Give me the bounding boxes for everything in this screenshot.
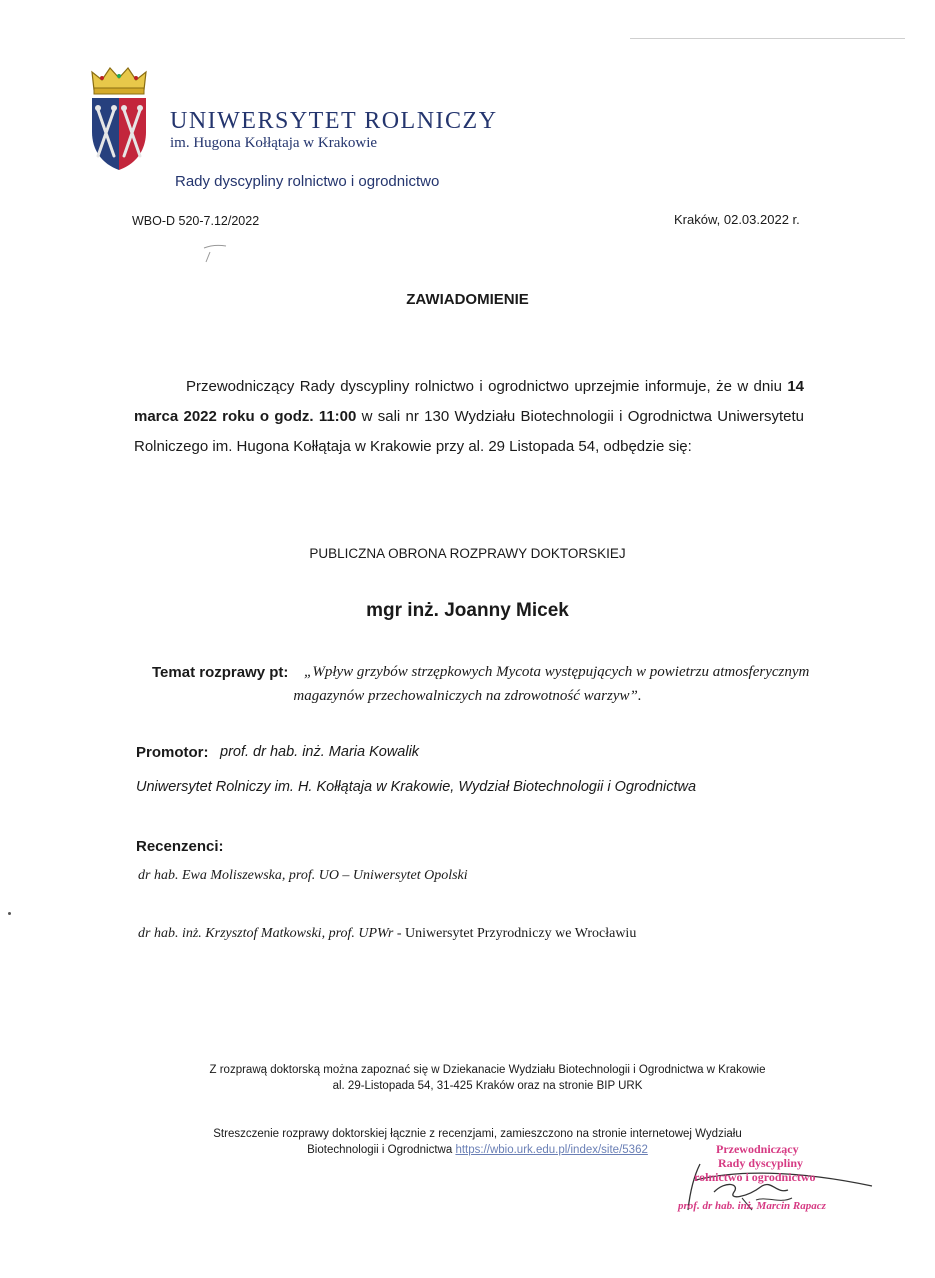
document-date: Kraków, 02.03.2022 r. <box>674 212 800 227</box>
notice-location: w sali nr 130 Wydziału Biotechnologii i Ogrodnictwa Uniwersytetu Rolniczego im. Hugona Kołłątaja w Krakowie przy al. 29 Listopada 54, odbędzie się: <box>134 408 804 455</box>
council-name: Rady dyscypliny rolnictwo i ogrodnictwo <box>175 173 440 190</box>
chair-stamp <box>676 1140 886 1224</box>
notice-intro: Przewodniczący Rady dyscypliny rolnictwo i ogrodnictwo uprzejmie informuje, że w dniu <box>186 378 788 395</box>
university-crest-icon <box>88 66 150 172</box>
stamp-line-4: prof. dr hab. inż. Marcin Rapacz <box>678 1200 826 1212</box>
promoter-affiliation: Uniwersytet Rolniczy im. H. Kołłątaja w Krakowie, Wydział Biotechnologii i Ogrodnictwa <box>136 779 697 795</box>
reviewer-1: dr hab. Ewa Moliszewska, prof. UO – Uniwersytet Opolski <box>138 868 468 883</box>
university-subtitle: im. Hugona Kołłątaja w Krakowie <box>170 135 378 151</box>
reference-number: WBO-D 520-7.12/2022 <box>132 214 260 228</box>
footer-note-1-line-1: Z rozprawą doktorską można zapoznać się w Dziekanacie Wydziału Biotechnologii i Ogrodnictwa w Krakowie <box>209 1064 766 1076</box>
topic-text-line-1: „Wpływ grzybów strzępkowych Mycota występujących w powietrzu atmosferycznym <box>304 664 810 680</box>
stray-pen-mark-icon <box>200 240 230 264</box>
notice-title: ZAWIADOMIENIE <box>406 291 529 308</box>
promoter-name: prof. dr hab. inż. Maria Kowalik <box>220 744 420 760</box>
topic-label: Temat rozprawy pt: <box>152 664 289 681</box>
footer-note-1-line-2: al. 29-Listopada 54, 31-425 Kraków oraz na stronie BIP URK <box>332 1080 643 1092</box>
promoter-label: Promotor: <box>136 744 209 761</box>
faculty-website-link[interactable]: https://wbio.urk.edu.pl/index/site/5362 <box>455 1144 648 1156</box>
reviewer-2-institution: - Uniwersytet Przyrodniczy we Wrocławiu <box>393 926 637 941</box>
reviewers-label: Recenzenci: <box>136 838 224 855</box>
scan-speck <box>8 912 11 915</box>
stamp-line-3: rolnictwo i ogrodnictwo <box>694 1170 816 1184</box>
stamp-line-1: Przewodniczący <box>716 1142 799 1156</box>
footer-note-2-line-1: Streszczenie rozprawy doktorskiej łącznie z recenzjami, zamieszczono na stronie internetowej Wydziału <box>213 1128 742 1140</box>
footer-note-dean-office <box>20 1062 935 1094</box>
footer-note-2-line-2: Biotechnologii i Ogrodnictwa <box>307 1144 456 1156</box>
notice-body <box>134 372 804 462</box>
top-rule <box>630 38 905 39</box>
university-name: UNIWERSYTET ROLNICZY <box>170 108 498 134</box>
reviewer-2 <box>138 926 636 942</box>
candidate-name: mgr inż. Joanny Micek <box>366 600 569 621</box>
stamp-line-2: Rady dyscypliny <box>718 1156 804 1170</box>
reviewer-2-name: dr hab. inż. Krzysztof Matkowski, prof. UPWr <box>138 926 394 941</box>
defense-title: PUBLICZNA OBRONA ROZPRAWY DOKTORSKIEJ <box>309 546 626 561</box>
notice-datetime: 14 marca 2022 roku o godz. 11:00 <box>134 378 804 425</box>
topic-text-line-2: magazynów przechowalniczych na zdrowotność warzyw”. <box>293 688 642 704</box>
